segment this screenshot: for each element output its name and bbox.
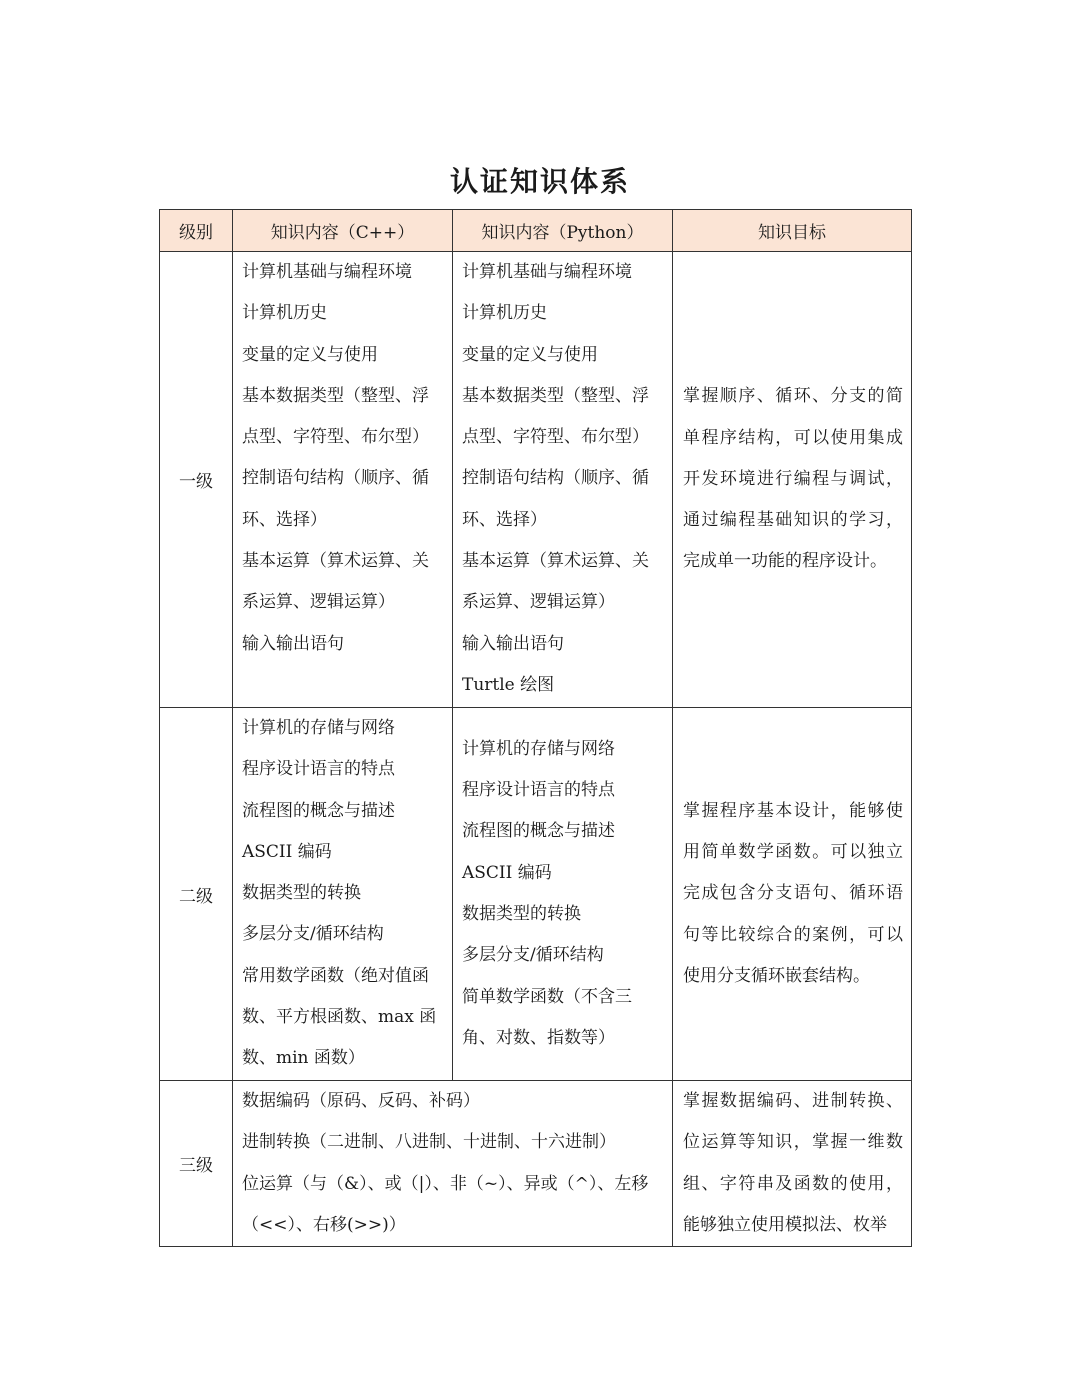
header-goal: 知识目标: [673, 210, 912, 252]
table-header-row: [160, 210, 912, 252]
list-item: 点型、字符型、布尔型）: [242, 427, 429, 448]
goal-cell: 掌握顺序、循环、分支的简单程序结构，可以使用集成开发环境进行编程与调试，通过编程基础知识的学习，完成单一功能的程序设计。: [673, 252, 912, 708]
header-cpp: 知识内容（C++）: [233, 210, 453, 252]
list-item: 控制语句结构（顺序、循: [242, 468, 429, 489]
list-item: 数据类型的转换: [462, 904, 581, 924]
header-python: 知识内容（Python）: [453, 210, 673, 252]
list-item: 环、选择）: [462, 509, 547, 530]
list-item: ASCII 编码: [242, 841, 332, 862]
list-item: ASCII 编码: [462, 862, 552, 883]
table-row-level-2: [160, 708, 912, 1081]
list-item: 输入输出语句: [242, 633, 344, 654]
list-item: 点型、字符型、布尔型）: [462, 427, 649, 448]
cpp-content-cell: [233, 1081, 673, 1247]
list-item: 位运算（与（&）、或（|）、非（~）、异或（^）、左移: [242, 1173, 649, 1194]
list-item: 计算机的存储与网络: [462, 738, 615, 759]
list-item: 程序设计语言的特点: [242, 759, 395, 780]
list-item: 计算机历史: [462, 303, 547, 324]
table-row-level-3: [160, 1081, 912, 1247]
level-cell: 三级: [160, 1081, 233, 1247]
list-item: 变量的定义与使用: [242, 344, 378, 365]
list-item: （<<）、右移(>>)）: [242, 1214, 406, 1235]
list-item: 多层分支/循环结构: [462, 945, 604, 966]
list-item: 数据类型的转换: [242, 883, 361, 904]
list-item: 系运算、逻辑运算）: [462, 592, 615, 613]
list-item: 基本运算（算术运算、关: [462, 551, 649, 572]
list-item: 控制语句结构（顺序、循: [462, 468, 649, 489]
list-item: 程序设计语言的特点: [462, 780, 615, 801]
list-item: 基本数据类型（整型、浮: [462, 385, 649, 406]
list-item: 简单数学函数（不含三: [462, 986, 632, 1007]
list-item: Turtle 绘图: [462, 674, 555, 695]
list-item: 系运算、逻辑运算）: [242, 592, 395, 613]
list-item: 多层分支/循环结构: [242, 924, 384, 945]
level-cell: 一级: [160, 252, 233, 708]
list-item: 变量的定义与使用: [462, 344, 598, 365]
table-row-level-1: [160, 252, 912, 708]
goal-cell: 掌握程序基本设计，能够使用简单数学函数。可以独立完成包含分支语句、循环语句等比较综合的案例，可以使用分支循环嵌套结构。: [673, 708, 912, 1081]
list-item: 计算机历史: [242, 303, 327, 324]
python-content-cell: [453, 252, 673, 708]
header-level: 级别: [160, 210, 233, 252]
list-item: 计算机基础与编程环境: [462, 262, 632, 282]
list-item: 基本运算（算术运算、关: [242, 551, 429, 572]
cpp-content-cell: [233, 708, 453, 1081]
list-item: 流程图的概念与描述: [462, 821, 615, 842]
list-item: 数、min 函数）: [242, 1048, 365, 1069]
page-title: 认证知识体系: [449, 165, 630, 198]
level-cell: 二级: [160, 708, 233, 1081]
list-item: 角、对数、指数等）: [462, 1027, 615, 1048]
list-item: 流程图的概念与描述: [242, 800, 395, 821]
list-item: 计算机基础与编程环境: [242, 262, 412, 282]
list-item: 数据编码（原码、反码、补码）: [242, 1091, 480, 1111]
list-item: 基本数据类型（整型、浮: [242, 385, 429, 406]
goal-cell: 掌握数据编码、进制转换、位运算等知识，掌握一维数组、字符串及函数的使用，能够独立使用模拟法、枚举: [673, 1081, 912, 1247]
knowledge-table: [159, 209, 912, 1247]
list-item: 计算机的存储与网络: [242, 718, 395, 738]
list-item: 输入输出语句: [462, 633, 564, 654]
list-item: 进制转换（二进制、八进制、十进制、十六进制）: [242, 1132, 616, 1153]
list-item: 常用数学函数（绝对值函: [242, 965, 429, 986]
python-content-cell: [453, 708, 673, 1081]
cpp-content-cell: [233, 252, 453, 708]
list-item: 数、平方根函数、max 函: [242, 1007, 437, 1028]
list-item: 环、选择）: [242, 509, 327, 530]
